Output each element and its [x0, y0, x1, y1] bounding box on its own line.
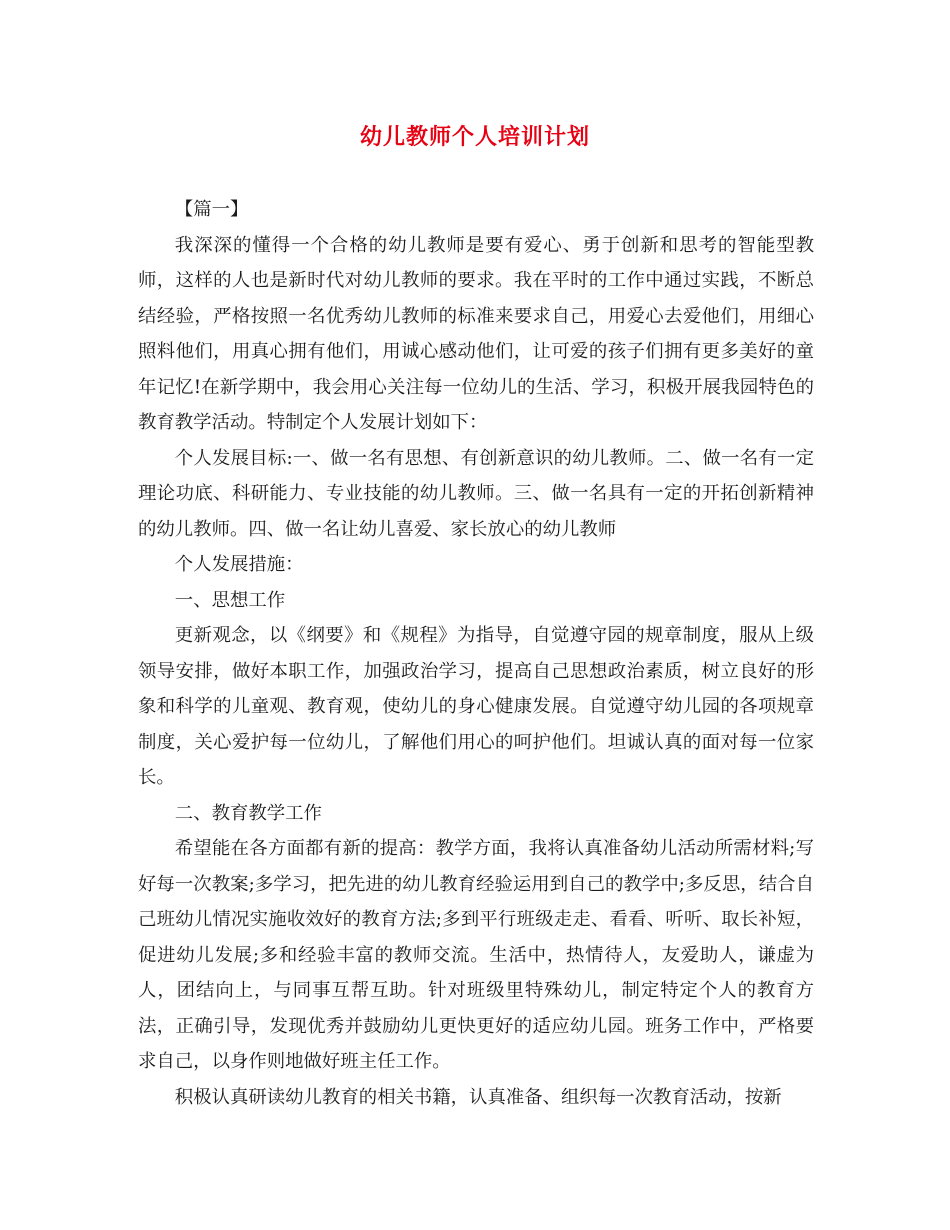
development-measures-heading: 个人发展措施：: [174, 554, 304, 575]
document-title: 幼儿教师个人培训计划: [359, 124, 590, 150]
development-goals-paragraph: 个人发展目标:一、做一名有思想、有创新意识的幼儿教师。二、做一名有一定理论功底、科研能力、专业技能的幼儿教师。三、做一名具有一定的开拓创新精神的幼儿教师。四、做一名让幼儿喜爱、家长放心的幼儿教师: [138, 447, 814, 540]
document-body: [138, 192, 814, 1115]
teaching-work-heading: 二、教育教学工作: [174, 802, 322, 824]
section-heading-part-one: 【篇一】: [174, 199, 249, 220]
ideological-work-heading: 一、思想工作: [174, 589, 286, 611]
teaching-work-paragraph: 希望能在各方面都有新的提高：教学方面，我将认真准备幼儿活动所需材料;写好每一次教案;多学习，把先进的幼儿教育经验运用到自己的教学中;多反思，结合自己班幼儿情况实施收效好的教育方法;多到平行班级走走、看看、听听、取长补短，促进幼儿发展;多和经验丰富的教师交流。生活中，热情待人，友爱助人，谦虚为人，团结向上，与同事互帮互助。针对班级里特殊幼儿，制定特定个人的教育方法，正确引导，发现优秀并鼓励幼儿更快更好的适应幼儿园。班务工作中，严格要求自己，以身作则地做好班主任工作。: [138, 838, 814, 1072]
ideological-work-paragraph: 更新观念，以《纲要》和《规程》为指导，自觉遵守园的规章制度，服从上级领导安排，做好本职工作，加强政治学习，提高自己思想政治素质，树立良好的形象和科学的儿童观、教育观，使幼儿的身心健康发展。自觉遵守幼儿园的各项规章制度，关心爱护每一位幼儿，了解他们用心的呵护他们。坦诚认真的面对每一位家长。: [138, 625, 814, 788]
study-paragraph: 积极认真研读幼儿教育的相关书籍，认真准备、组织每一次教育活动，按新: [174, 1086, 782, 1108]
intro-paragraph: 我深深的懂得一个合格的幼儿教师是要有爱心、勇于创新和思考的智能型教师，这样的人也是新时代对幼儿教师的要求。我在平时的工作中通过实践，不断总结经验，严格按照一名优秀幼儿教师的标准来要求自己，用爱心去爱他们，用细心照料他们，用真心拥有他们，用诚心感动他们，让可爱的孩子们拥有更多美好的童年记忆!在新学期中，我会用心关注每一位幼儿的生活、学习，积极开展我园特色的教育教学活动。特制定个人发展计划如下：: [138, 234, 814, 433]
